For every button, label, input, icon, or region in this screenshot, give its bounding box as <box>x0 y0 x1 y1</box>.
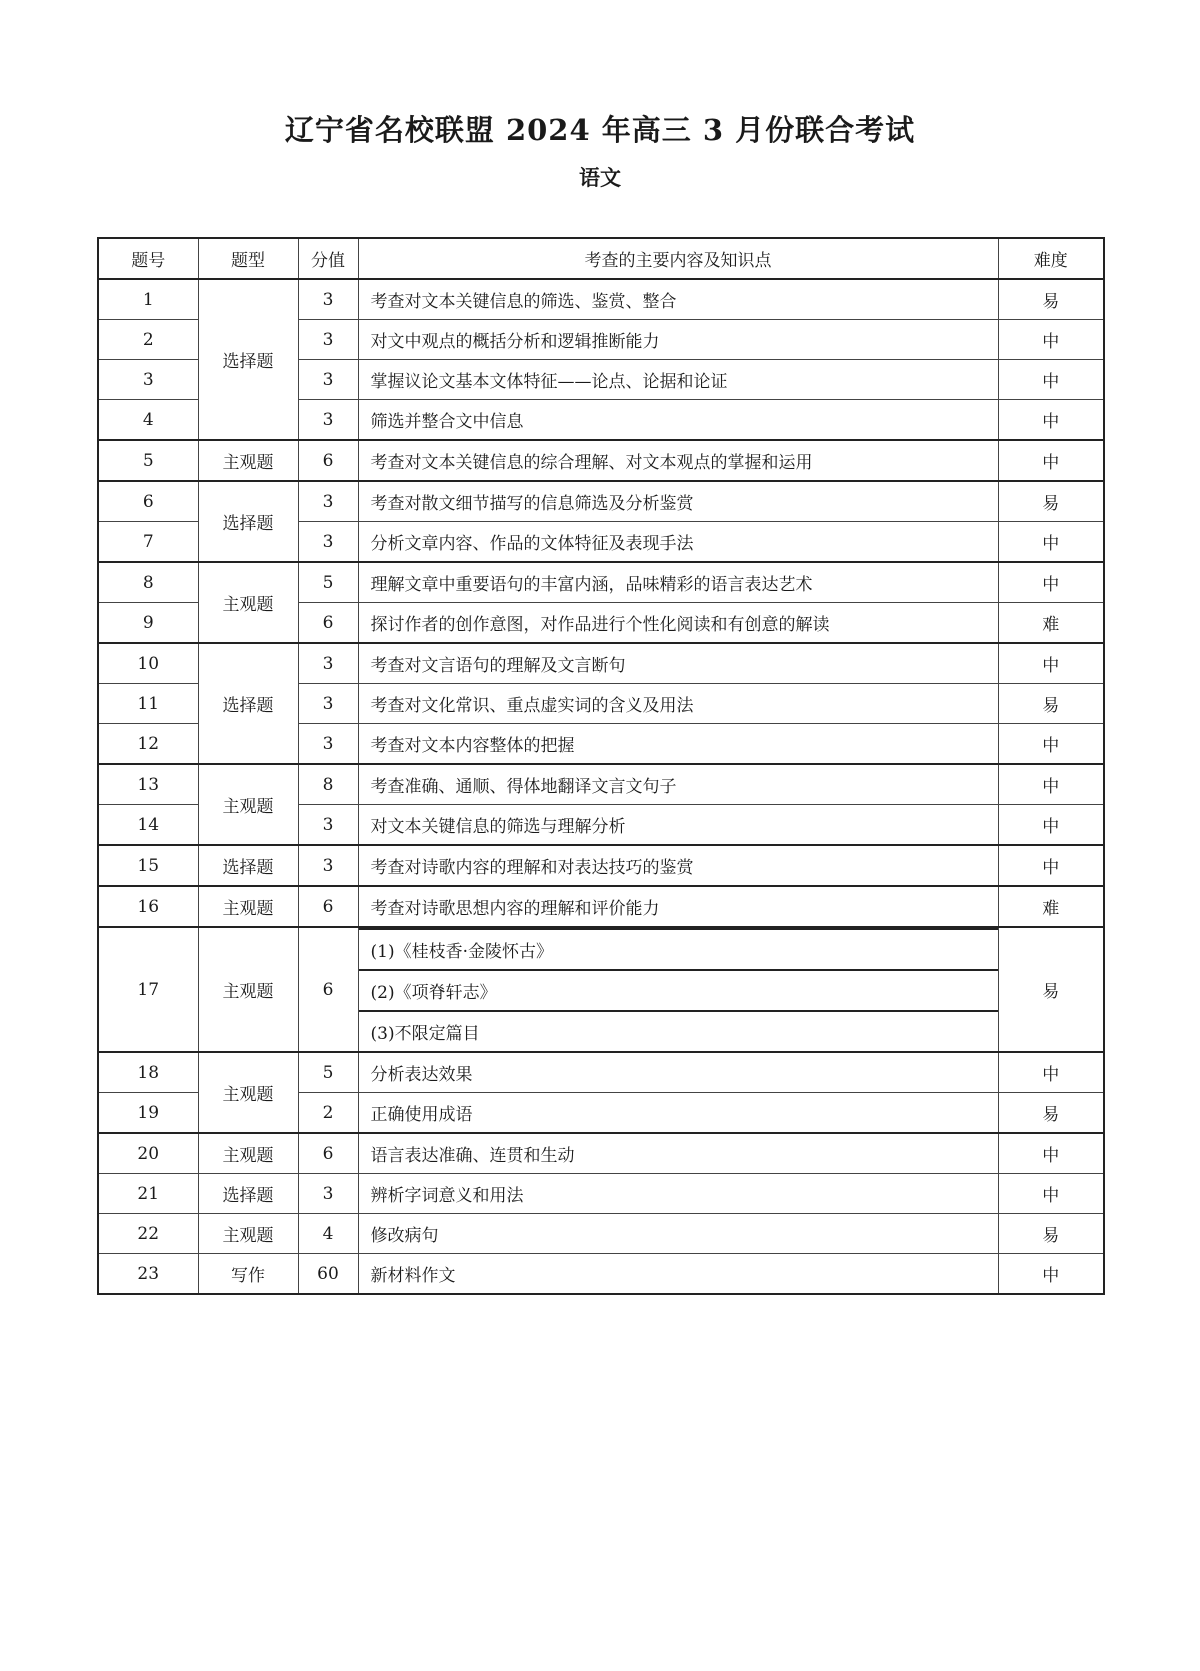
cell-number: 19 <box>98 1093 198 1134</box>
cell-content: 考查对文言语句的理解及文言断句 <box>358 643 998 684</box>
exam-analysis-table <box>97 237 1105 1295</box>
content-part: (2)《项脊轩志》 <box>359 970 998 1011</box>
cell-number: 22 <box>98 1214 198 1254</box>
cell-type: 主观题 <box>198 440 298 481</box>
cell-score: 5 <box>298 562 358 603</box>
cell-type: 主观题 <box>198 764 298 845</box>
cell-content: 筛选并整合文中信息 <box>358 400 998 441</box>
table-row <box>98 481 1104 522</box>
cell-score: 6 <box>298 603 358 644</box>
cell-number: 1 <box>98 279 198 320</box>
content-part: (3)不限定篇目 <box>359 1011 998 1051</box>
header-content: 考查的主要内容及知识点 <box>358 238 998 279</box>
cell-type: 选择题 <box>198 643 298 764</box>
cell-difficulty: 易 <box>998 1214 1104 1254</box>
table-row <box>98 927 1104 1052</box>
cell-score: 3 <box>298 481 358 522</box>
cell-content: 对文中观点的概括分析和逻辑推断能力 <box>358 320 998 360</box>
cell-number: 7 <box>98 522 198 563</box>
content-part: (1)《桂枝香·金陵怀古》 <box>359 929 998 970</box>
table-row <box>98 440 1104 481</box>
cell-difficulty: 中 <box>998 1133 1104 1174</box>
cell-content: 考查准确、通顺、得体地翻译文言文句子 <box>358 764 998 805</box>
table-row <box>98 562 1104 603</box>
cell-content: 考查对文本内容整体的把握 <box>358 724 998 765</box>
table-row <box>98 279 1104 320</box>
cell-number: 8 <box>98 562 198 603</box>
cell-content: 新材料作文 <box>358 1254 998 1295</box>
cell-content: 理解文章中重要语句的丰富内涵，品味精彩的语言表达艺术 <box>358 562 998 603</box>
cell-content: 掌握议论文基本文体特征——论点、论据和论证 <box>358 360 998 400</box>
cell-score: 5 <box>298 1052 358 1093</box>
cell-number: 18 <box>98 1052 198 1093</box>
cell-difficulty: 中 <box>998 360 1104 400</box>
cell-content: 考查对文本关键信息的筛选、鉴赏、整合 <box>358 279 998 320</box>
cell-difficulty: 中 <box>998 845 1104 886</box>
table-row <box>98 845 1104 886</box>
table-row <box>98 643 1104 684</box>
cell-number: 11 <box>98 684 198 724</box>
cell-difficulty: 易 <box>998 1093 1104 1134</box>
header-score: 分值 <box>298 238 358 279</box>
cell-difficulty: 中 <box>998 805 1104 846</box>
cell-type: 选择题 <box>198 481 298 562</box>
cell-difficulty: 中 <box>998 400 1104 441</box>
cell-number: 10 <box>98 643 198 684</box>
cell-score: 3 <box>298 400 358 441</box>
table-row <box>98 1174 1104 1214</box>
cell-score: 3 <box>298 320 358 360</box>
cell-difficulty: 中 <box>998 440 1104 481</box>
table-row <box>98 1133 1104 1174</box>
cell-number: 6 <box>98 481 198 522</box>
cell-score: 3 <box>298 805 358 846</box>
cell-score: 6 <box>298 440 358 481</box>
table-row <box>98 1214 1104 1254</box>
table-row <box>98 886 1104 927</box>
cell-type: 主观题 <box>198 886 298 927</box>
cell-number: 15 <box>98 845 198 886</box>
table-row <box>98 1052 1104 1093</box>
cell-score: 6 <box>298 927 358 1052</box>
cell-type: 选择题 <box>198 279 298 440</box>
cell-score: 6 <box>298 1133 358 1174</box>
cell-score: 3 <box>298 360 358 400</box>
cell-difficulty: 中 <box>998 1254 1104 1295</box>
cell-score: 3 <box>298 279 358 320</box>
header-number: 题号 <box>98 238 198 279</box>
cell-difficulty: 易 <box>998 684 1104 724</box>
table-row <box>98 764 1104 805</box>
document-subtitle: 语文 <box>579 166 621 190</box>
cell-score: 3 <box>298 643 358 684</box>
cell-score: 3 <box>298 684 358 724</box>
cell-type: 写作 <box>198 1254 298 1295</box>
cell-difficulty: 易 <box>998 927 1104 1052</box>
content-parts-list <box>359 928 998 1051</box>
cell-difficulty: 中 <box>998 562 1104 603</box>
cell-difficulty: 中 <box>998 724 1104 765</box>
cell-content: 考查对文本关键信息的综合理解、对文本观点的掌握和运用 <box>358 440 998 481</box>
cell-difficulty: 易 <box>998 279 1104 320</box>
cell-difficulty: 中 <box>998 764 1104 805</box>
header-difficulty: 难度 <box>998 238 1104 279</box>
cell-number: 17 <box>98 927 198 1052</box>
cell-number: 3 <box>98 360 198 400</box>
cell-content: 考查对散文细节描写的信息筛选及分析鉴赏 <box>358 481 998 522</box>
cell-difficulty: 难 <box>998 603 1104 644</box>
cell-score: 3 <box>298 845 358 886</box>
cell-difficulty: 易 <box>998 481 1104 522</box>
cell-content: 辨析字词意义和用法 <box>358 1174 998 1214</box>
cell-content: 修改病句 <box>358 1214 998 1254</box>
cell-number: 9 <box>98 603 198 644</box>
cell-type: 主观题 <box>198 1052 298 1133</box>
table-row <box>98 1254 1104 1295</box>
cell-number: 13 <box>98 764 198 805</box>
cell-content-parts <box>358 927 998 1052</box>
cell-score: 2 <box>298 1093 358 1134</box>
header-type: 题型 <box>198 238 298 279</box>
cell-difficulty: 中 <box>998 1174 1104 1214</box>
cell-difficulty: 中 <box>998 643 1104 684</box>
cell-type: 主观题 <box>198 1133 298 1174</box>
cell-number: 5 <box>98 440 198 481</box>
cell-difficulty: 中 <box>998 320 1104 360</box>
cell-content: 考查对诗歌内容的理解和对表达技巧的鉴赏 <box>358 845 998 886</box>
cell-score: 3 <box>298 1174 358 1214</box>
table-header-row <box>98 238 1104 279</box>
cell-type: 选择题 <box>198 1174 298 1214</box>
cell-type: 主观题 <box>198 927 298 1052</box>
cell-difficulty: 难 <box>998 886 1104 927</box>
cell-score: 8 <box>298 764 358 805</box>
cell-content: 分析表达效果 <box>358 1052 998 1093</box>
cell-difficulty: 中 <box>998 1052 1104 1093</box>
cell-number: 2 <box>98 320 198 360</box>
cell-type: 主观题 <box>198 1214 298 1254</box>
cell-content: 对文本关键信息的筛选与理解分析 <box>358 805 998 846</box>
cell-number: 14 <box>98 805 198 846</box>
cell-score: 4 <box>298 1214 358 1254</box>
cell-content: 考查对诗歌思想内容的理解和评价能力 <box>358 886 998 927</box>
cell-content: 分析文章内容、作品的文体特征及表现手法 <box>358 522 998 563</box>
cell-score: 6 <box>298 886 358 927</box>
cell-difficulty: 中 <box>998 522 1104 563</box>
cell-content: 考查对文化常识、重点虚实词的含义及用法 <box>358 684 998 724</box>
cell-number: 23 <box>98 1254 198 1295</box>
cell-content: 探讨作者的创作意图，对作品进行个性化阅读和有创意的解读 <box>358 603 998 644</box>
cell-score: 60 <box>298 1254 358 1295</box>
cell-number: 4 <box>98 400 198 441</box>
cell-content: 语言表达准确、连贯和生动 <box>358 1133 998 1174</box>
cell-number: 20 <box>98 1133 198 1174</box>
document-title: 辽宁省名校联盟 2024 年高三 3 月份联合考试 <box>284 113 916 147</box>
cell-number: 12 <box>98 724 198 765</box>
cell-number: 16 <box>98 886 198 927</box>
cell-type: 选择题 <box>198 845 298 886</box>
cell-score: 3 <box>298 724 358 765</box>
cell-score: 3 <box>298 522 358 563</box>
cell-type: 主观题 <box>198 562 298 643</box>
cell-content: 正确使用成语 <box>358 1093 998 1134</box>
cell-number: 21 <box>98 1174 198 1214</box>
